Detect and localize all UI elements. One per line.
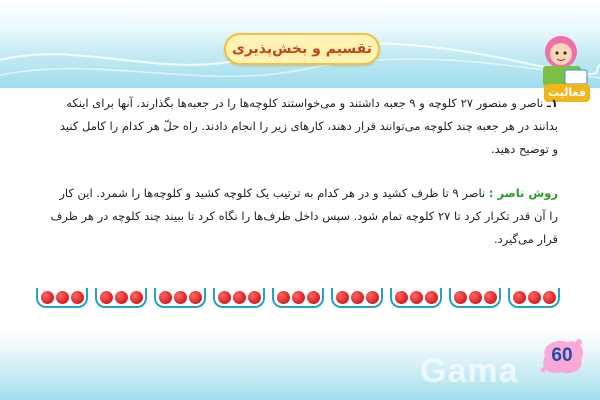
page-title: تقسیم و بخش‌پذیری [224, 33, 380, 65]
exercise-paragraph [58, 92, 558, 161]
cookie-icon [277, 291, 290, 304]
cookie-icon [233, 291, 246, 304]
cookie-icon [528, 291, 541, 304]
cookie-icon [410, 291, 423, 304]
cookie-icon [56, 291, 69, 304]
plate [154, 288, 206, 308]
exercise-text: ناصر و منصور ۲۷ کلوچه و ۹ جعبه داشتند و می‌خواستند کلوچه‌ها را در جعبه‌ها بگذارند. آنها برای اینکه بدانند در هر جعبه چند کلوچه می‌توانند قرار دهند، کارهای زیر را انجام دادند. راه حلّ هر کدام را کامل کنید و توضیح دهید. [59, 96, 558, 156]
plate [508, 288, 560, 308]
plate [36, 288, 88, 308]
plate [390, 288, 442, 308]
plate [95, 288, 147, 308]
plate [272, 288, 324, 308]
cookie-icon [115, 291, 128, 304]
plate [449, 288, 501, 308]
cookie-icon [248, 291, 261, 304]
cookie-icon [174, 291, 187, 304]
cookie-icon [543, 291, 556, 304]
page-number: 60 [551, 345, 573, 366]
plates-illustration [36, 288, 560, 310]
plate [213, 288, 265, 308]
cookie-icon [425, 291, 438, 304]
cookie-icon [218, 291, 231, 304]
cookie-icon [469, 291, 482, 304]
cookie-icon [395, 291, 408, 304]
cookie-icon [292, 291, 305, 304]
cookie-icon [130, 291, 143, 304]
plate [331, 288, 383, 308]
cookie-icon [100, 291, 113, 304]
cookie-icon [366, 291, 379, 304]
cookie-icon [336, 291, 349, 304]
watermark: Gama [420, 352, 519, 390]
cookie-icon [454, 291, 467, 304]
cookie-icon [307, 291, 320, 304]
exercise-number: ۱ـ [547, 96, 558, 110]
method-text: ناصر ۹ تا ظرف کشید و در هر کدام به ترتیب یک کلوچه کشید و کلوچه‌ها را شمرد. این کار را آن قدر تکرار کرد تا ۲۷ کلوچه تمام شود. سپس داخل ظرف‌ها را نگاه کرد تا ببیند چند کلوچه در هر ظرف قرار می‌گیرد. [50, 186, 558, 246]
cookie-icon [41, 291, 54, 304]
cookie-icon [484, 291, 497, 304]
cookie-icon [189, 291, 202, 304]
method-paragraph [50, 182, 558, 251]
activity-badge: فعالیت [544, 84, 590, 102]
cookie-icon [71, 291, 84, 304]
method-label: روش ناصر : [488, 186, 558, 200]
cookie-icon [513, 291, 526, 304]
cookie-icon [351, 291, 364, 304]
cookie-icon [159, 291, 172, 304]
